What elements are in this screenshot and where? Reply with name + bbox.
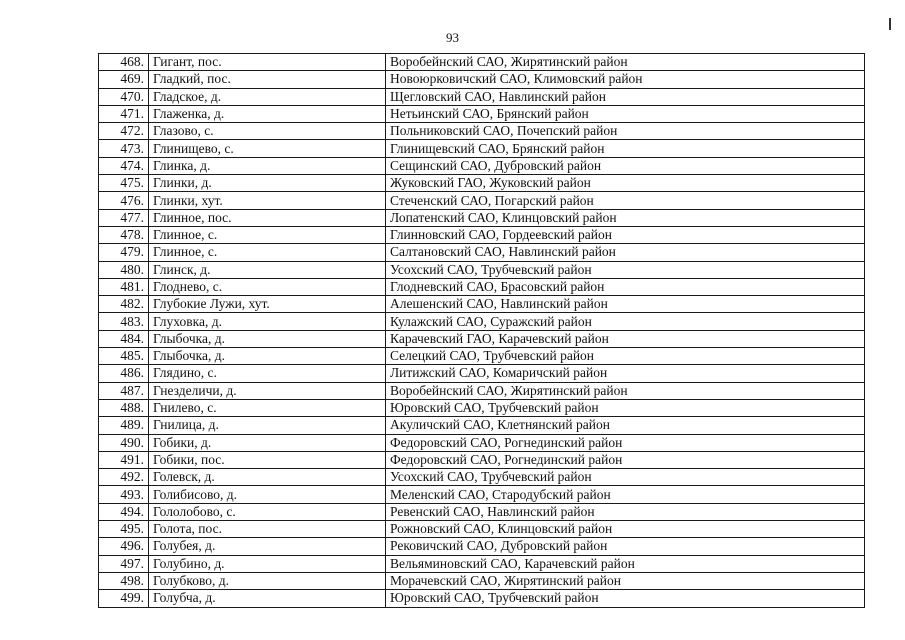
administrative-unit: Меленский САО, Стародубский район bbox=[386, 486, 865, 503]
settlement-name: Глубокие Лужи, хут. bbox=[149, 296, 386, 313]
administrative-unit: Литижский САО, Комаричский район bbox=[386, 365, 865, 382]
settlements-table bbox=[98, 53, 865, 608]
row-number: 487. bbox=[99, 382, 149, 399]
settlement-name: Гигант, пос. bbox=[149, 54, 386, 71]
table-row bbox=[99, 572, 865, 589]
table-row bbox=[99, 486, 865, 503]
administrative-unit: Польниковский САО, Почепский район bbox=[386, 123, 865, 140]
table-row bbox=[99, 123, 865, 140]
administrative-unit: Акуличский САО, Клетнянский район bbox=[386, 417, 865, 434]
margin-mark bbox=[889, 18, 891, 30]
administrative-unit: Селецкий САО, Трубчевский район bbox=[386, 348, 865, 365]
settlement-name: Глинск, д. bbox=[149, 261, 386, 278]
administrative-unit: Воробейнский САО, Жирятинский район bbox=[386, 54, 865, 71]
settlement-name: Голевск, д. bbox=[149, 469, 386, 486]
table-row bbox=[99, 313, 865, 330]
table-row bbox=[99, 71, 865, 88]
row-number: 497. bbox=[99, 555, 149, 572]
settlement-name: Глазово, с. bbox=[149, 123, 386, 140]
settlement-name: Глыбочка, д. bbox=[149, 330, 386, 347]
settlement-name: Глыбочка, д. bbox=[149, 348, 386, 365]
table-row bbox=[99, 226, 865, 243]
administrative-unit: Рековичский САО, Дубровский район bbox=[386, 538, 865, 555]
administrative-unit: Лопатенский САО, Клинцовский район bbox=[386, 209, 865, 226]
table-row bbox=[99, 175, 865, 192]
administrative-unit: Сещинский САО, Дубровский район bbox=[386, 157, 865, 174]
settlement-name: Глинки, д. bbox=[149, 175, 386, 192]
table-row bbox=[99, 348, 865, 365]
row-number: 486. bbox=[99, 365, 149, 382]
administrative-unit: Юровский САО, Трубчевский район bbox=[386, 399, 865, 416]
settlement-name: Гнилица, д. bbox=[149, 417, 386, 434]
row-number: 492. bbox=[99, 469, 149, 486]
settlement-name: Глядино, с. bbox=[149, 365, 386, 382]
row-number: 474. bbox=[99, 157, 149, 174]
settlement-name: Гололобово, с. bbox=[149, 503, 386, 520]
row-number: 481. bbox=[99, 278, 149, 295]
row-number: 468. bbox=[99, 54, 149, 71]
settlement-name: Глинка, д. bbox=[149, 157, 386, 174]
table-row bbox=[99, 555, 865, 572]
settlement-name: Глоднево, с. bbox=[149, 278, 386, 295]
settlement-name: Голота, пос. bbox=[149, 521, 386, 538]
administrative-unit: Вельяминовский САО, Карачевский район bbox=[386, 555, 865, 572]
table-row bbox=[99, 365, 865, 382]
administrative-unit: Нетьинский САО, Брянский район bbox=[386, 105, 865, 122]
administrative-unit: Щегловский САО, Навлинский район bbox=[386, 88, 865, 105]
administrative-unit: Кулажский САО, Суражский район bbox=[386, 313, 865, 330]
row-number: 475. bbox=[99, 175, 149, 192]
row-number: 499. bbox=[99, 590, 149, 607]
administrative-unit: Глинищевский САО, Брянский район bbox=[386, 140, 865, 157]
settlement-name: Гнезделичи, д. bbox=[149, 382, 386, 399]
table-row bbox=[99, 503, 865, 520]
administrative-unit: Воробейнский САО, Жирятинский район bbox=[386, 382, 865, 399]
settlement-name: Голубча, д. bbox=[149, 590, 386, 607]
settlement-name: Гладское, д. bbox=[149, 88, 386, 105]
table-row bbox=[99, 244, 865, 261]
settlement-name: Глинное, с. bbox=[149, 244, 386, 261]
table-row bbox=[99, 54, 865, 71]
row-number: 489. bbox=[99, 417, 149, 434]
row-number: 493. bbox=[99, 486, 149, 503]
administrative-unit: Новоюрковичский САО, Климовский район bbox=[386, 71, 865, 88]
administrative-unit: Салтановский САО, Навлинский район bbox=[386, 244, 865, 261]
administrative-unit: Юровский САО, Трубчевский район bbox=[386, 590, 865, 607]
table-row bbox=[99, 469, 865, 486]
administrative-unit: Усохский САО, Трубчевский район bbox=[386, 469, 865, 486]
table-row bbox=[99, 521, 865, 538]
row-number: 495. bbox=[99, 521, 149, 538]
settlement-name: Гобики, пос. bbox=[149, 451, 386, 468]
row-number: 469. bbox=[99, 71, 149, 88]
settlement-name: Гнилево, с. bbox=[149, 399, 386, 416]
row-number: 480. bbox=[99, 261, 149, 278]
administrative-unit: Глодневский САО, Брасовский район bbox=[386, 278, 865, 295]
row-number: 482. bbox=[99, 296, 149, 313]
settlement-name: Глуховка, д. bbox=[149, 313, 386, 330]
table-row bbox=[99, 590, 865, 607]
row-number: 476. bbox=[99, 192, 149, 209]
administrative-unit: Морачевский САО, Жирятинский район bbox=[386, 572, 865, 589]
table-row bbox=[99, 192, 865, 209]
settlement-name: Голубково, д. bbox=[149, 572, 386, 589]
row-number: 472. bbox=[99, 123, 149, 140]
row-number: 471. bbox=[99, 105, 149, 122]
row-number: 477. bbox=[99, 209, 149, 226]
table-row bbox=[99, 261, 865, 278]
administrative-unit: Рожновский САО, Клинцовский район bbox=[386, 521, 865, 538]
settlement-name: Гладкий, пос. bbox=[149, 71, 386, 88]
administrative-unit: Стеченский САО, Погарский район bbox=[386, 192, 865, 209]
settlement-name: Глаженка, д. bbox=[149, 105, 386, 122]
administrative-unit: Карачевский ГАО, Карачевский район bbox=[386, 330, 865, 347]
page-number: 93 bbox=[446, 30, 459, 45]
settlement-name: Глинищево, с. bbox=[149, 140, 386, 157]
administrative-unit: Жуковский ГАО, Жуковский район bbox=[386, 175, 865, 192]
table-row bbox=[99, 330, 865, 347]
table-row bbox=[99, 140, 865, 157]
administrative-unit: Ревенский САО, Навлинский район bbox=[386, 503, 865, 520]
settlement-name: Голибисово, д. bbox=[149, 486, 386, 503]
row-number: 496. bbox=[99, 538, 149, 555]
settlement-name: Глинное, пос. bbox=[149, 209, 386, 226]
row-number: 473. bbox=[99, 140, 149, 157]
row-number: 484. bbox=[99, 330, 149, 347]
administrative-unit: Усохский САО, Трубчевский район bbox=[386, 261, 865, 278]
administrative-unit: Федоровский САО, Рогнединский район bbox=[386, 451, 865, 468]
row-number: 470. bbox=[99, 88, 149, 105]
row-number: 498. bbox=[99, 572, 149, 589]
settlement-name: Голубино, д. bbox=[149, 555, 386, 572]
table-row bbox=[99, 434, 865, 451]
row-number: 485. bbox=[99, 348, 149, 365]
settlement-name: Голубея, д. bbox=[149, 538, 386, 555]
settlements-table-body bbox=[99, 54, 865, 608]
table-row bbox=[99, 278, 865, 295]
table-row bbox=[99, 538, 865, 555]
settlement-name: Глинное, с. bbox=[149, 226, 386, 243]
table-row bbox=[99, 296, 865, 313]
row-number: 478. bbox=[99, 226, 149, 243]
table-row bbox=[99, 157, 865, 174]
table-row bbox=[99, 209, 865, 226]
settlement-name: Гобики, д. bbox=[149, 434, 386, 451]
administrative-unit: Глинновский САО, Гордеевский район bbox=[386, 226, 865, 243]
table-row bbox=[99, 399, 865, 416]
row-number: 483. bbox=[99, 313, 149, 330]
row-number: 490. bbox=[99, 434, 149, 451]
table-row bbox=[99, 88, 865, 105]
table-row bbox=[99, 417, 865, 434]
administrative-unit: Федоровский САО, Рогнединский район bbox=[386, 434, 865, 451]
administrative-unit: Алешенский САО, Навлинский район bbox=[386, 296, 865, 313]
row-number: 494. bbox=[99, 503, 149, 520]
settlement-name: Глинки, хут. bbox=[149, 192, 386, 209]
table-row bbox=[99, 382, 865, 399]
row-number: 488. bbox=[99, 399, 149, 416]
table-row bbox=[99, 105, 865, 122]
row-number: 491. bbox=[99, 451, 149, 468]
row-number: 479. bbox=[99, 244, 149, 261]
table-row bbox=[99, 451, 865, 468]
